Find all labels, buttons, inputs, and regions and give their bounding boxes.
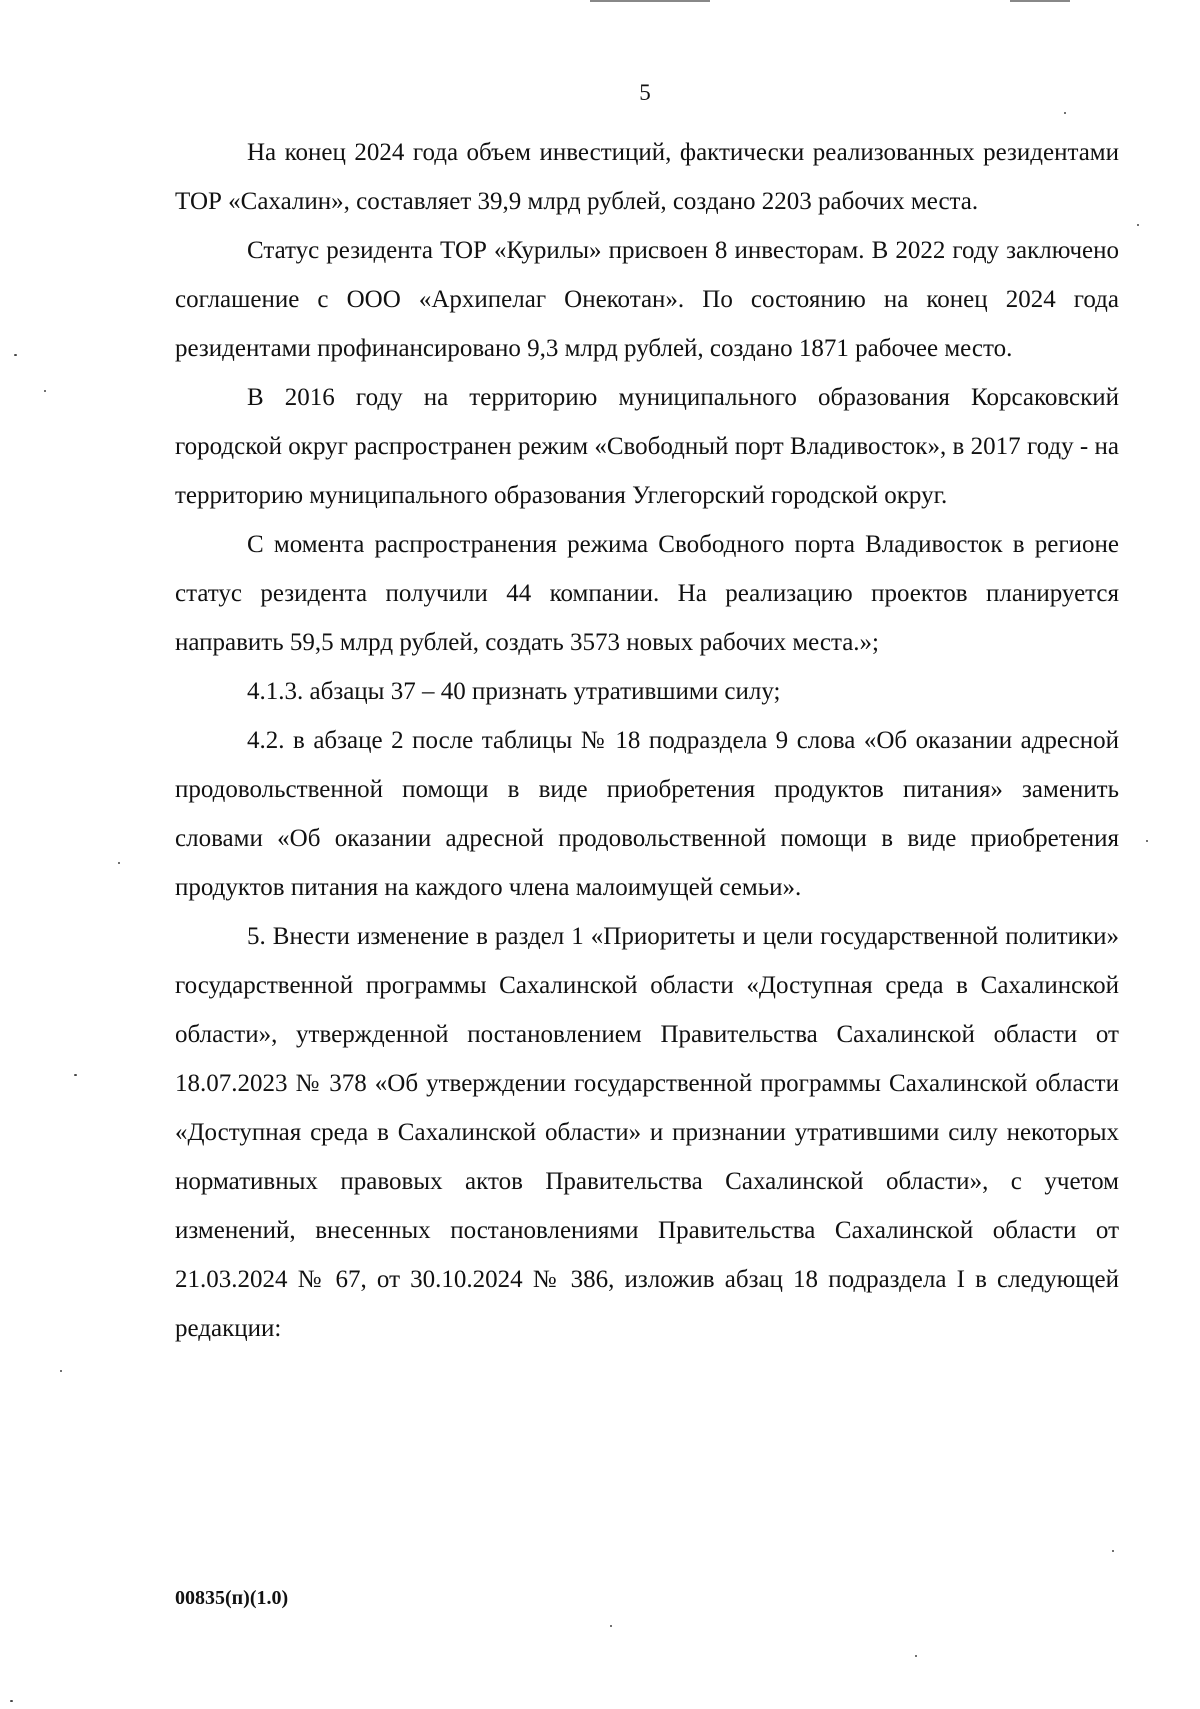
- paragraph-3: В 2016 году на территорию муниципального образования Корсаковский городской округ распространен режим «Свободный порт Владивосток», в 2017 году - на территорию муниципального образования Углегорский городской округ.: [175, 384, 1119, 509]
- paragraph-5: 4.1.3. абзацы 37 – 40 признать утратившими силу;: [247, 678, 781, 705]
- scan-speck: [1146, 840, 1148, 842]
- paragraph-7: 5. Внести изменение в раздел 1 «Приоритеты и цели государственной политики» государственной программы Сахалинской области «Доступная среда в Сахалинской области», утвержденной постановлением Правительства Сахалинской области от 18.07.2023 № 378 «Об утверждении государственной программы Сахалинской области «Доступная среда в Сахалинской области» и признании утратившими силу некоторых нормативных правовых актов Правительства Сахалинской области», с учетом изменений, внесенных постановлениями Правительства Сахалинской области от 21.03.2024 № 67, от 30.10.2024 № 386, изложив абзац 18 подраздела I в следующей редакции:: [175, 923, 1119, 1342]
- scan-speck: [74, 1074, 77, 1076]
- scan-speck: [60, 1370, 62, 1372]
- scan-edge-mark: [590, 0, 710, 2]
- scan-edge-mark: [1010, 0, 1070, 2]
- scan-speck: [44, 390, 46, 392]
- scan-speck: [1112, 1550, 1114, 1552]
- document-code: 00835(п)(1.0): [175, 1587, 289, 1609]
- paragraph-6: 4.2. в абзаце 2 после таблицы № 18 подраздела 9 слова «Об оказании адресной продовольственной помощи в виде приобретения продуктов питания» заменить словами «Об оказании адресной продовольственной помощи в виде приобретения продуктов питания на каждого члена малоимущей семьи».: [175, 727, 1119, 901]
- page-number: 5: [639, 80, 651, 105]
- scan-speck: [1064, 112, 1066, 114]
- document-body: [175, 128, 1119, 1353]
- scan-speck: [1137, 224, 1139, 226]
- scan-speck: [10, 1700, 13, 1702]
- paragraph-2: Статус резидента ТОР «Курилы» присвоен 8 инвесторам. В 2022 году заключено соглашение с ООО «Архипелаг Онекотан». По состоянию на конец 2024 года резидентами профинансировано 9,3 млрд рублей, создано 1871 рабочее место.: [175, 237, 1119, 362]
- paragraph-4: С момента распространения режима Свободного порта Владивосток в регионе статус резидента получили 44 компании. На реализацию проектов планируется направить 59,5 млрд рублей, создать 3573 новых рабочих места.»;: [175, 531, 1119, 656]
- scan-speck: [118, 862, 120, 864]
- scan-speck: [915, 1655, 917, 1657]
- paragraph-1: На конец 2024 года объем инвестиций, фактически реализованных резидентами ТОР «Сахалин», составляет 39,9 млрд рублей, создано 2203 рабочих места.: [175, 139, 1119, 215]
- scan-speck: [14, 354, 17, 356]
- scan-speck: [610, 1625, 612, 1627]
